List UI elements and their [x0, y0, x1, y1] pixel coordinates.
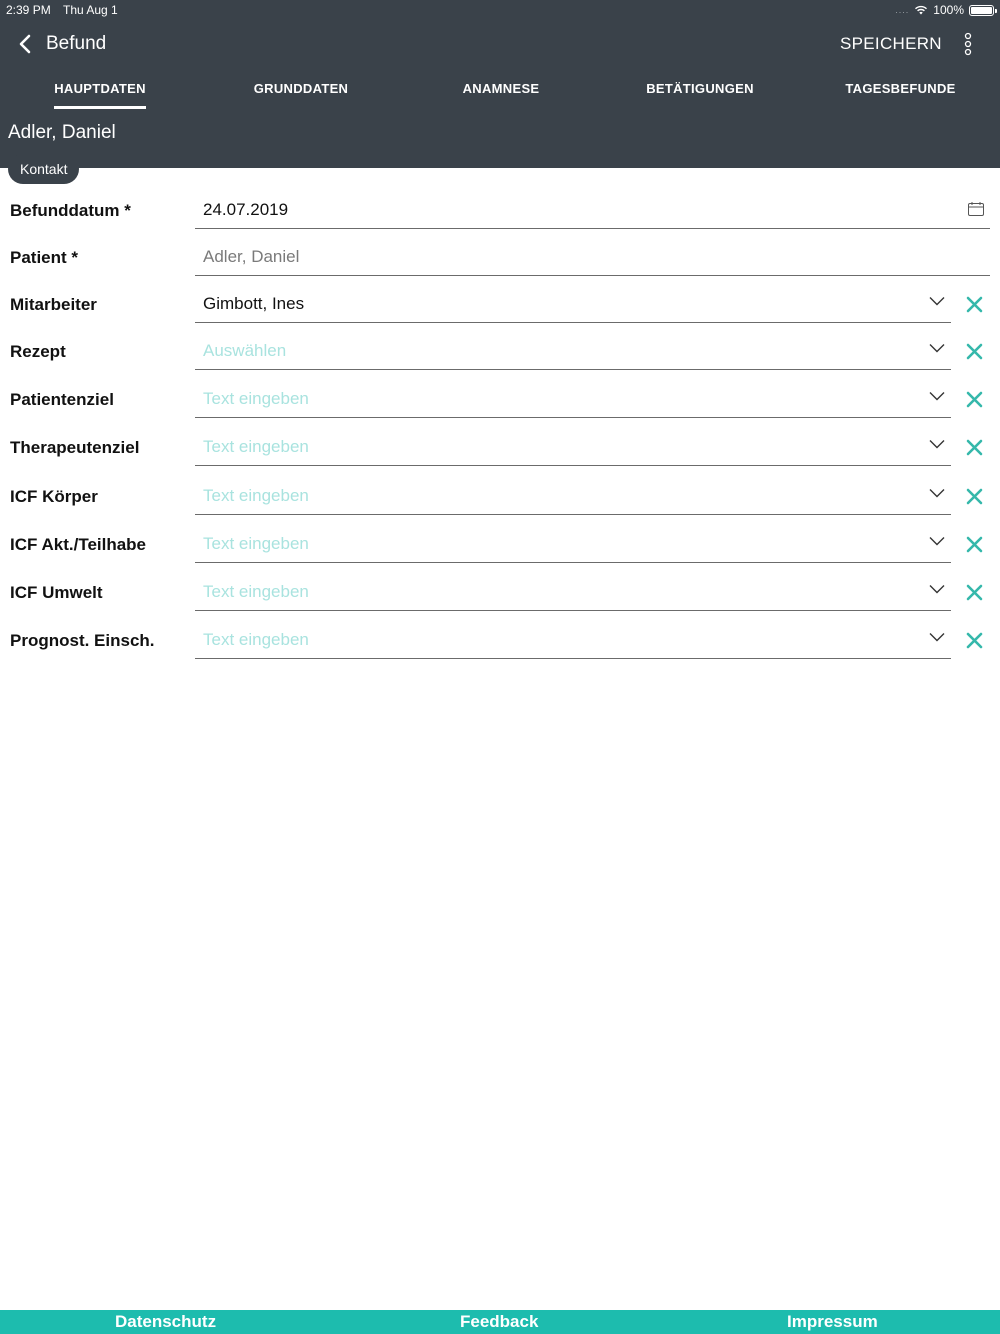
status-indicators: [895, 3, 994, 17]
tab-bar: [0, 72, 1000, 112]
battery-percent: 100%: [933, 3, 964, 17]
chevron-down-icon: [929, 632, 945, 642]
tab-betaetigungen[interactable]: BETÄTIGUNGEN: [646, 81, 754, 96]
field-label: Patientenziel: [10, 390, 114, 409]
status-time: 2:39 PM: [6, 3, 51, 17]
field-label: Befunddatum *: [10, 201, 131, 220]
form-row-prognost-einsch: [0, 616, 1000, 664]
field-placeholder: Text eingeben: [203, 534, 309, 553]
field-label: ICF Akt./Teilhabe: [10, 535, 147, 554]
form-row-patient: [0, 233, 1000, 281]
field-label: Therapeutenziel: [10, 438, 140, 457]
form-row-icf-koerper: [0, 472, 1000, 520]
clear-icon[interactable]: [966, 584, 983, 601]
form-row-rezept: [0, 327, 1000, 375]
form-row-patientenziel: [0, 375, 1000, 423]
chevron-down-icon: [929, 488, 945, 498]
clear-icon[interactable]: [966, 391, 983, 408]
chevron-down-icon: [929, 439, 945, 449]
calendar-icon[interactable]: [968, 202, 984, 216]
field-placeholder: Auswählen: [203, 341, 287, 360]
patient-name-heading: Adler, Daniel: [8, 122, 116, 143]
field-label: Mitarbeiter: [10, 295, 97, 314]
app-header: [0, 0, 1000, 168]
field-placeholder: Text eingeben: [203, 389, 309, 408]
clear-icon[interactable]: [966, 488, 983, 505]
save-button[interactable]: SPEICHERN: [840, 34, 942, 53]
chevron-down-icon: [929, 536, 945, 546]
tab-hauptdaten[interactable]: HAUPTDATEN: [54, 72, 146, 112]
status-bar: [0, 0, 1000, 20]
field-label: Prognost. Einsch.: [10, 631, 155, 650]
icf-akt-teilhabe-input[interactable]: [195, 520, 951, 563]
field-value: 24.07.2019: [203, 200, 289, 219]
form-row-mitarbeiter: [0, 280, 1000, 328]
clear-icon[interactable]: [966, 632, 983, 649]
patient-field: [195, 233, 990, 276]
form-row-befunddatum: [0, 186, 1000, 234]
feedback-link[interactable]: Feedback: [460, 1312, 539, 1331]
datenschutz-link[interactable]: Datenschutz: [115, 1312, 217, 1331]
footer-bar: [0, 1310, 1000, 1334]
field-value: Adler, Daniel: [203, 247, 300, 266]
wifi-icon: [914, 5, 928, 15]
clear-icon[interactable]: [966, 439, 983, 456]
therapeutenziel-input[interactable]: [195, 423, 951, 466]
rezept-select[interactable]: [195, 327, 951, 370]
battery-icon: [969, 5, 994, 16]
chevron-left-icon: [14, 33, 36, 55]
field-placeholder: Text eingeben: [203, 437, 309, 456]
prognost-einsch-input[interactable]: [195, 616, 951, 659]
field-label: ICF Körper: [10, 487, 98, 506]
icf-koerper-input[interactable]: [195, 472, 951, 515]
mitarbeiter-select[interactable]: [195, 280, 951, 323]
field-value: Gimbott, Ines: [203, 294, 305, 313]
field-placeholder: Text eingeben: [203, 486, 309, 505]
signal-icon: ....: [895, 5, 910, 15]
befunddatum-field[interactable]: [195, 186, 990, 229]
contact-button[interactable]: Kontakt: [8, 154, 79, 184]
status-date: Thu Aug 1: [63, 3, 118, 17]
form-row-therapeutenziel: [0, 423, 1000, 471]
form-row-icf-akt-teilhabe: [0, 520, 1000, 568]
tab-tagesbefunde[interactable]: TAGESBEFUNDE: [845, 81, 956, 96]
field-placeholder: Text eingeben: [203, 582, 309, 601]
form-row-icf-umwelt: [0, 568, 1000, 616]
field-label: ICF Umwelt: [10, 583, 103, 602]
more-vertical-icon[interactable]: [958, 30, 978, 58]
chevron-down-icon: [929, 343, 945, 353]
field-label: Patient *: [10, 248, 79, 267]
page-title: Befund: [46, 33, 107, 54]
tab-anamnese[interactable]: ANAMNESE: [462, 81, 540, 96]
field-placeholder: Text eingeben: [203, 630, 309, 649]
chevron-down-icon: [929, 584, 945, 594]
clear-icon[interactable]: [966, 343, 983, 360]
field-label: Rezept: [10, 342, 66, 361]
icf-umwelt-input[interactable]: [195, 568, 951, 611]
tab-grunddaten[interactable]: GRUNDDATEN: [253, 81, 349, 96]
patientenziel-input[interactable]: [195, 375, 951, 418]
clear-icon[interactable]: [966, 296, 983, 313]
chevron-down-icon: [929, 391, 945, 401]
impressum-link[interactable]: Impressum: [787, 1312, 878, 1331]
chevron-down-icon: [929, 296, 945, 306]
clear-icon[interactable]: [966, 536, 983, 553]
back-button[interactable]: [14, 28, 106, 60]
